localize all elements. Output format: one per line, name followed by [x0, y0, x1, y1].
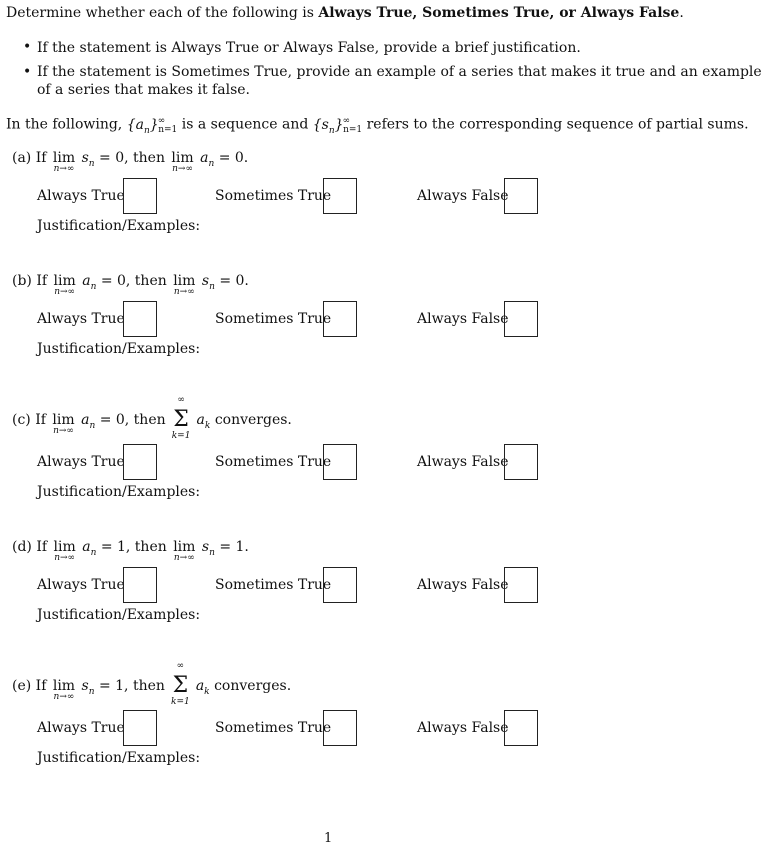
instructions-bold: Always True, Sometimes True, or Always False: [318, 5, 680, 21]
sometimes-true-checkbox[interactable]: [323, 710, 357, 746]
item-c-statement: (c) If lim n→∞ $a_n = 0$, then Σ ∞ k=1 $a_k$ converges.: [12, 395, 292, 441]
context-line: In the following, $\{a_n\}^\infty_{n=1}$ is a sequence and $\{s_n\}^\infty_{n=1}$ refers to the corresponding sequence of partial sums.: [6, 116, 749, 136]
always-false-checkbox[interactable]: [504, 444, 538, 480]
always-false-label: Always False: [417, 577, 509, 593]
always-false-label: Always False: [417, 188, 509, 204]
context-part2: is a sequence and: [181, 116, 309, 133]
sometimes-true-checkbox[interactable]: [323, 444, 357, 480]
always-true-checkbox[interactable]: [123, 444, 157, 480]
always-false-checkbox[interactable]: [504, 567, 538, 603]
sometimes-true-checkbox[interactable]: [323, 178, 357, 214]
sometimes-true-label: Sometimes True: [215, 188, 332, 204]
always-false-label: Always False: [417, 720, 509, 736]
always-false-checkbox[interactable]: [504, 710, 538, 746]
seq-a: $\{a_n\}$: [126, 116, 159, 136]
sometimes-true-label: Sometimes True: [215, 454, 332, 470]
context-part1: In the following,: [6, 116, 123, 133]
justification-label: Justification/Examples:: [37, 341, 201, 357]
item-b-statement: (b) If lim n→∞ $a_n = 0$, then lim n→∞ $s_n = 0$.: [12, 273, 249, 297]
always-false-label: Always False: [417, 311, 509, 327]
bullet-1: If the statement is Always True or Always False, provide a brief justification.: [37, 40, 581, 56]
sometimes-true-label: Sometimes True: [215, 577, 332, 593]
always-true-label: Always True: [37, 577, 125, 593]
always-false-label: Always False: [417, 454, 509, 470]
always-true-checkbox[interactable]: [123, 567, 157, 603]
always-true-label: Always True: [37, 188, 125, 204]
always-true-checkbox[interactable]: [123, 710, 157, 746]
always-false-checkbox[interactable]: [504, 178, 538, 214]
always-true-label: Always True: [37, 454, 125, 470]
bullet-icon: •: [23, 64, 32, 80]
justification-label: Justification/Examples:: [37, 607, 201, 623]
bullet-2-cont: of a series that makes it false.: [37, 82, 250, 98]
bullet-2: If the statement is Sometimes True, provide an example of a series that makes it true and an example: [37, 64, 762, 80]
sometimes-true-checkbox[interactable]: [323, 567, 357, 603]
item-e-statement: (e) If lim n→∞ $s_n = 1$, then Σ ∞ k=1 $a_k$ converges.: [12, 661, 292, 707]
item-a-statement: (a) If lim n→∞ $s_n = 0$, then lim n→∞ $a_n = 0$.: [12, 150, 249, 174]
always-true-checkbox[interactable]: [123, 301, 157, 337]
instructions-end: .: [679, 5, 684, 21]
always-true-checkbox[interactable]: [123, 178, 157, 214]
sometimes-true-checkbox[interactable]: [323, 301, 357, 337]
justification-label: Justification/Examples:: [37, 484, 201, 500]
item-d-statement: (d) If lim n→∞ $a_n = 1$, then lim n→∞ $s_n = 1$.: [12, 539, 249, 563]
always-true-label: Always True: [37, 311, 125, 327]
seq-s: $\{s_n\}$: [312, 116, 344, 136]
sigma-icon: Σ ∞ k=1: [170, 661, 190, 707]
instructions-lead: Determine whether each of the following is: [6, 5, 319, 21]
sometimes-true-label: Sometimes True: [215, 311, 332, 327]
bullet-icon: •: [23, 39, 32, 55]
justification-label: Justification/Examples:: [37, 750, 201, 766]
justification-label: Justification/Examples:: [37, 218, 201, 234]
context-part3: refers to the corresponding sequence of partial sums.: [366, 116, 749, 133]
always-true-label: Always True: [37, 720, 125, 736]
page-number: 1: [324, 831, 333, 846]
sometimes-true-label: Sometimes True: [215, 720, 332, 736]
always-false-checkbox[interactable]: [504, 301, 538, 337]
instructions: [6, 5, 684, 21]
sigma-icon: Σ ∞ k=1: [171, 395, 191, 441]
